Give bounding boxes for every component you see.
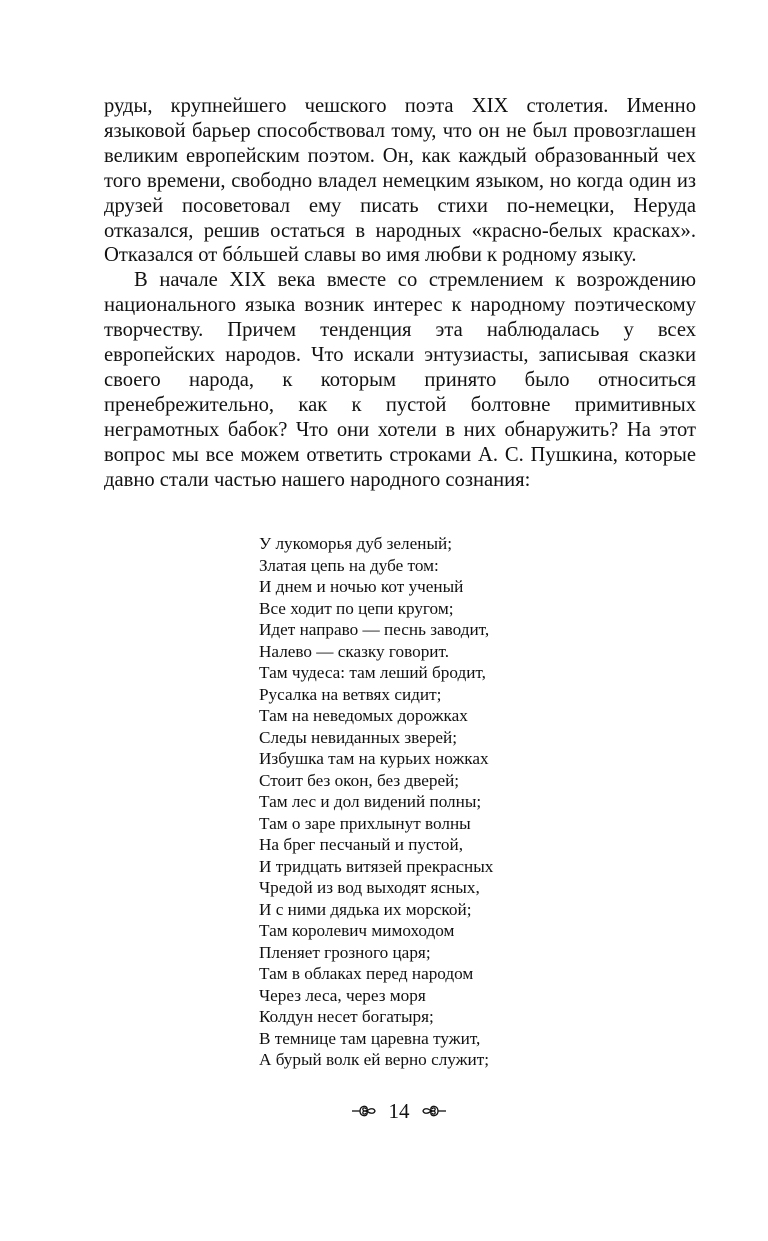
poem-line: Налево — сказку говорит. — [259, 641, 450, 661]
poem-line: Русалка на ветвях сидит; — [259, 684, 442, 704]
poem-line: Там чудеса: там леший бродит, — [259, 663, 486, 682]
page-number: 14 — [388, 1099, 410, 1124]
poem-line: И с ними дядька их морской; — [259, 899, 472, 919]
poem-line: Идет направо — песнь заводит, — [259, 620, 490, 639]
poem-line: Через леса, через моря — [259, 985, 426, 1005]
poem-line: Пленяет грозного царя; — [259, 942, 431, 962]
poem-line: Златая цепь на дубе том: — [259, 555, 439, 575]
poem-line: У лукоморья дуб зеленый; — [259, 534, 452, 553]
poem-line: Чредой из вод выходят ясных, — [259, 878, 480, 897]
poem-line: На брег песчаный и пустой, — [259, 835, 463, 854]
poem-line: Там лес и дол видений полны; — [259, 792, 482, 811]
poem-line: Там о заре прихлынут волны — [259, 813, 471, 833]
poem-line: Все ходит по цепи кругом; — [259, 598, 454, 618]
poem-line: Там королевич мимоходом — [259, 921, 455, 940]
poem-line: И тридцать витязей прекрасных — [259, 856, 494, 876]
page-footer — [0, 1096, 768, 1124]
body-text — [104, 94, 696, 493]
poem-line: Стоит без окон, без дверей; — [259, 770, 460, 790]
poem-line: А бурый волк ей верно служит; — [259, 1050, 489, 1069]
poem-line: Колдун несет богатыря; — [259, 1007, 434, 1026]
paragraph-1: руды, крупнейшего чешского поэта XIX столетия. Именно языковой барьер способствовал тому, что он не был провозглашен великим европейским поэтом. Он, как каждый образованный чех того времени, свободно владел немецким языком, но когда один из друзей посоветовал ему писать стихи по-немецки, Неруда отказался, решив остаться в народных «красно-белых красках». Отказался от бóльшей славы во имя любви к родному языку. — [104, 95, 696, 267]
poem-line: Избушка там на курьих ножках — [259, 749, 489, 768]
flourish-icon — [421, 1102, 447, 1120]
paragraph-2: В начале XIX века вместе со стремлением к возрождению национального языка возник интерес к народному поэтическому творчеству. Причем тенденция эта наблюдалась у всех европейских народов. Что искали энтузиасты, записывая сказки своего народа, к которым принято было относиться пренебрежительно, как к пустой болтовне примитивных неграмотных бабок? Что они хотели в них обнаружить? На этот вопрос мы все можем ответить строками А. С. Пушкина, которые давно стали частью нашего народного сознания: — [104, 269, 696, 491]
poem-line: Там на неведомых дорожках — [259, 706, 468, 725]
poem-line: Там в облаках перед народом — [259, 964, 474, 983]
poem-quote — [259, 533, 493, 1071]
flourish-icon — [351, 1102, 377, 1120]
poem-line: Следы невиданных зверей; — [259, 727, 458, 747]
poem-line: И днем и ночью кот ученый — [259, 577, 464, 596]
poem-line: В темнице там царевна тужит, — [259, 1028, 481, 1048]
